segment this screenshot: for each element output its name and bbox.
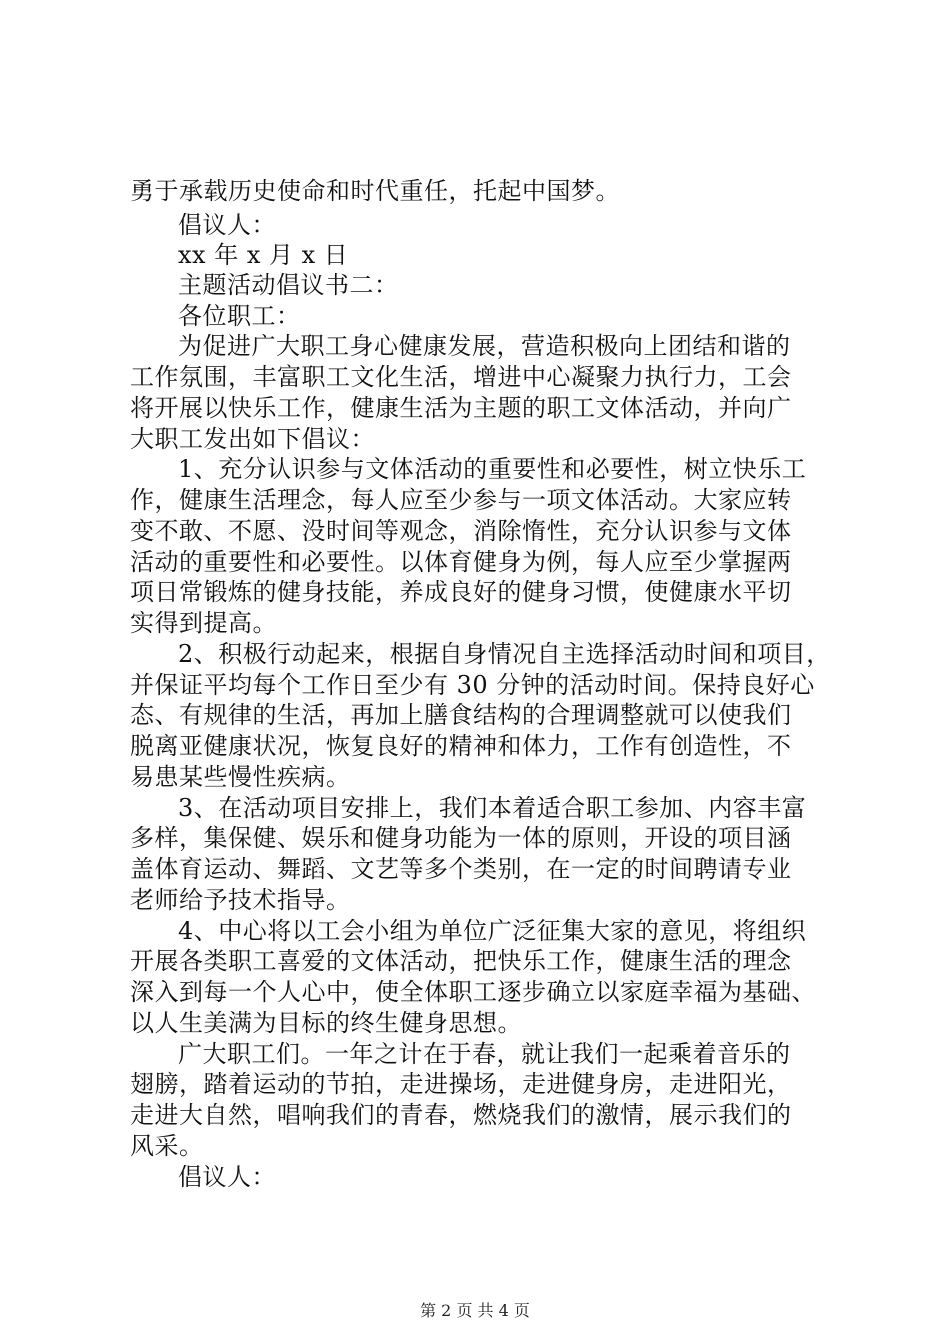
text-line: 深入到每一个人心中，使全体职工逐步确立以家庭幸福为基础、 xyxy=(130,978,816,1006)
text-line: xx 年 x 月 x 日 xyxy=(178,241,349,269)
text-line: 将开展以快乐工作，健康生活为主题的职工文体活动，并向广 xyxy=(130,394,792,422)
text-line: 勇于承载历史使命和时代重任，托起中国梦。 xyxy=(130,177,620,205)
text-line: 倡议人： xyxy=(178,1163,276,1191)
page-number-footer: 第 2 页 共 4 页 xyxy=(420,1301,530,1320)
text-line: 为促进广大职工身心健康发展，营造积极向上团结和谐的 xyxy=(178,332,791,360)
text-line: 脱离亚健康状况，恢复良好的精神和体力，工作有创造性，不 xyxy=(130,732,792,760)
text-line: 1、充分认识参与文体活动的重要性和必要性，树立快乐工 xyxy=(178,455,807,483)
text-line: 实得到提高。 xyxy=(130,609,277,637)
text-line: 广大职工们。一年之计在于春，就让我们一起乘着音乐的 xyxy=(178,1040,791,1068)
text-line: 翅膀，踏着运动的节拍，走进操场，走进健身房，走进阳光， xyxy=(130,1070,792,1098)
text-line: 多样，集保健、娱乐和健身功能为一体的原则，开设的项目涵 xyxy=(130,824,792,852)
text-line: 老师给予技术指导。 xyxy=(130,886,351,914)
text-line: 盖体育运动、舞蹈、文艺等多个类别，在一定的时间聘请专业 xyxy=(130,855,792,883)
text-line: 作，健康生活理念，每人应至少参与一项文体活动。大家应转 xyxy=(130,486,792,514)
text-line: 活动的重要性和必要性。以体育健身为例，每人应至少掌握两 xyxy=(130,548,792,576)
text-line: 以人生美满为目标的终生健身思想。 xyxy=(130,1009,522,1037)
text-line: 倡议人： xyxy=(178,211,276,239)
text-line: 风采。 xyxy=(130,1132,204,1160)
text-line: 3、在活动项目安排上，我们本着适合职工参加、内容丰富 xyxy=(178,794,807,822)
text-line: 易患某些慢性疾病。 xyxy=(130,763,351,791)
text-line: 各位职工： xyxy=(178,302,301,330)
text-line: 变不敢、不愿、没时间等观念，消除惰性，充分认识参与文体 xyxy=(130,517,792,545)
text-line: 并保证平均每个工作日至少有 30 分钟的活动时间。保持良好心 xyxy=(130,671,815,699)
text-line: 大职工发出如下倡议： xyxy=(130,425,375,453)
text-line: 主题活动倡议书二： xyxy=(178,271,399,299)
text-line: 开展各类职工喜爱的文体活动，把快乐工作，健康生活的理念 xyxy=(130,947,792,975)
text-line: 态、有规律的生活，再加上膳食结构的合理调整就可以使我们 xyxy=(130,701,792,729)
text-line: 项日常锻炼的健身技能，养成良好的健身习惯，使健康水平切 xyxy=(130,578,792,606)
text-line: 2、积极行动起来，根据自身情况自主选择活动时间和项目， xyxy=(178,640,831,668)
text-line: 工作氛围，丰富职工文化生活，增进中心凝聚力执行力，工会 xyxy=(130,363,792,391)
text-line: 走进大自然，唱响我们的青春，燃烧我们的激情，展示我们的 xyxy=(130,1101,792,1129)
text-line: 4、中心将以工会小组为单位广泛征集大家的意见，将组织 xyxy=(178,917,807,945)
